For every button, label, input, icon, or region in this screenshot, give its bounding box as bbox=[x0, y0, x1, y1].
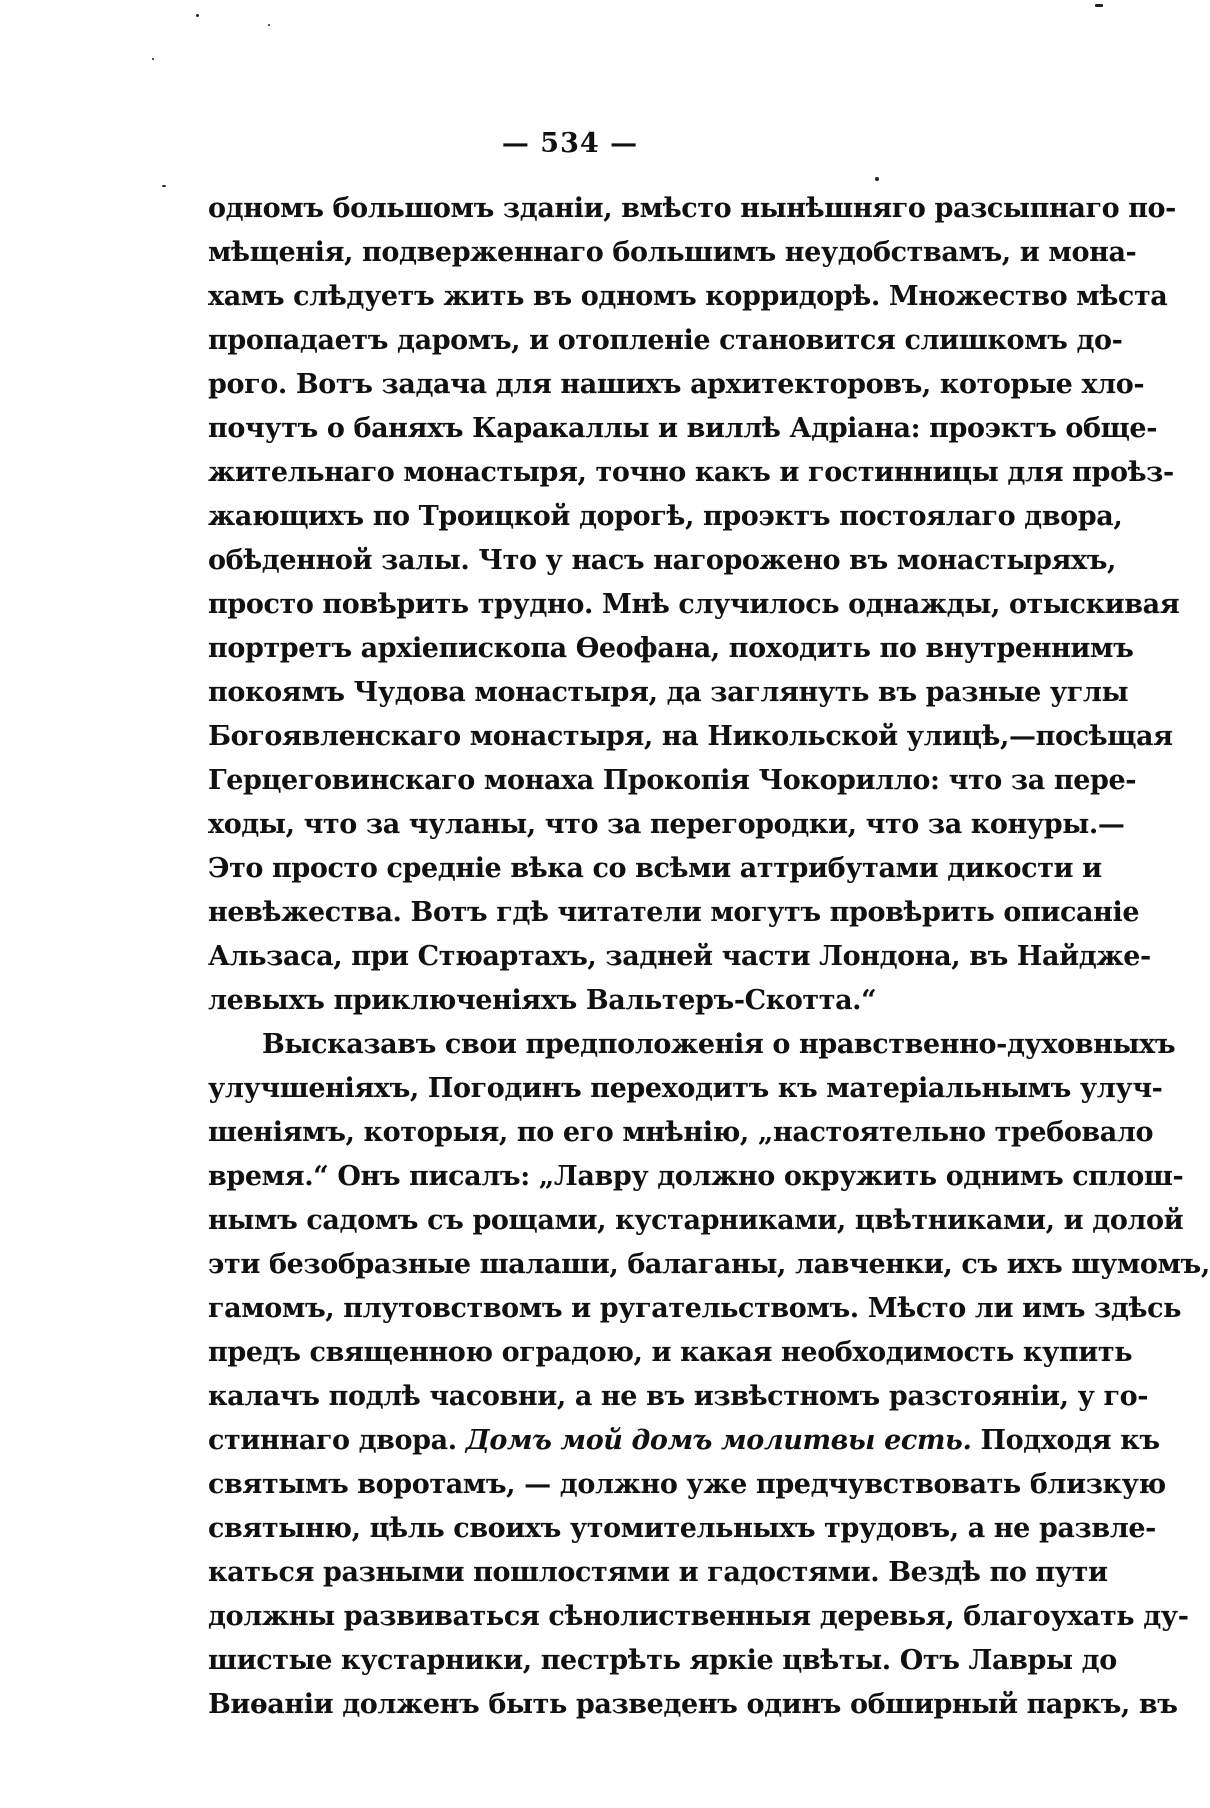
text-line: Высказавъ свои предположенія о нравственно-духовныхъ bbox=[262, 1029, 1176, 1060]
text-line: мѣщенія, подверженнаго большимъ неудобствамъ, и мона- bbox=[208, 237, 1137, 268]
text-line: ходы, что за чуланы, что за перегородки, что за конуры.— bbox=[208, 809, 1125, 840]
text-line: обѣденной залы. Что у насъ нагорожено въ монастыряхъ, bbox=[208, 545, 1117, 576]
text-line: Виѳаніи долженъ быть разведенъ одинъ обширный паркъ, въ bbox=[208, 1689, 1178, 1720]
text-line: Это просто средніе вѣка со всѣми аттрибутами дикости и bbox=[208, 853, 1102, 884]
text-line: гамомъ, плутовствомъ и ругательствомъ. Мѣсто ли имъ здѣсь bbox=[208, 1293, 1182, 1324]
text-line: должны развиваться сѣнолиственныя деревья, благоухать ду- bbox=[208, 1601, 1189, 1632]
text-line: пропадаетъ даромъ, и отопленіе становится слишкомъ до- bbox=[208, 325, 1123, 356]
text-line: нымъ садомъ съ рощами, кустарниками, цвѣтниками, и долой bbox=[208, 1205, 1184, 1236]
text-run: Подходя къ bbox=[971, 1425, 1160, 1456]
text-line: жительнаго монастыря, точно какъ и гостинницы для проѣз- bbox=[208, 457, 1174, 488]
text-line: Альзаса, при Стюартахъ, задней части Лондона, въ Найдже- bbox=[208, 941, 1151, 972]
text-run: стиннаго двора. bbox=[208, 1425, 466, 1456]
text-line: Богоявленскаго монастыря, на Никольской улицѣ,—посѣщая bbox=[208, 721, 1173, 752]
text-line: левыхъ приключеніяхъ Вальтеръ-Скотта.“ bbox=[208, 985, 877, 1016]
print-speck bbox=[196, 14, 199, 17]
text-line-with-italic bbox=[208, 1419, 1160, 1463]
text-line: каться разными пошлостями и гадостями. Вездѣ по пути bbox=[208, 1557, 1108, 1588]
italic-quote: Домъ мой домъ молитвы есть. bbox=[465, 1425, 972, 1456]
paragraph-2 bbox=[208, 1023, 1210, 1727]
page-body bbox=[208, 187, 1210, 1727]
text-line: шеніямъ, которыя, по его мнѣнію, „настоятельно требовало bbox=[208, 1117, 1154, 1148]
text-line: Герцеговинскаго монаха Прокопія Чокорилло: что за пере- bbox=[208, 765, 1137, 796]
print-speck bbox=[162, 185, 166, 187]
print-speck bbox=[1095, 4, 1103, 7]
print-speck bbox=[152, 58, 154, 60]
text-line: хамъ слѣдуетъ жить въ одномъ корридорѣ. Множество мѣста bbox=[208, 281, 1168, 312]
text-line: святымъ воротамъ, — должно уже предчувствовать близкую bbox=[208, 1469, 1166, 1500]
text-line: калачъ подлѣ часовни, а не въ извѣстномъ разстояніи, у го- bbox=[208, 1381, 1149, 1412]
print-speck bbox=[875, 177, 879, 181]
text-line: почутъ о баняхъ Каракаллы и виллѣ Адріана: проэктъ обще- bbox=[208, 413, 1158, 444]
page-number: — 534 — bbox=[501, 128, 639, 159]
paragraph-1 bbox=[208, 187, 1180, 1023]
text-line: одномъ большомъ зданіи, вмѣсто нынѣшняго разсыпнаго по- bbox=[208, 193, 1176, 224]
text-line: рого. Вотъ задача для нашихъ архитекторовъ, которые хло- bbox=[208, 369, 1145, 400]
text-line: улучшеніяхъ, Погодинъ переходитъ къ матеріальнымъ улуч- bbox=[208, 1073, 1163, 1104]
text-line: просто повѣрить трудно. Мнѣ случилось однажды, отыскивая bbox=[208, 589, 1180, 620]
text-line: портретъ архіепископа Ѳеофана, походить по внутреннимъ bbox=[208, 633, 1134, 664]
text-line: жающихъ по Троицкой дорогѣ, проэктъ постоялаго двора, bbox=[208, 501, 1123, 532]
text-line: предъ священною оградою, и какая необходимость купить bbox=[208, 1337, 1133, 1368]
text-line: эти безобразные шалаши, балаганы, лавченки, съ ихъ шумомъ, bbox=[208, 1249, 1210, 1280]
print-speck bbox=[268, 24, 270, 26]
text-line: святыню, цѣль своихъ утомительныхъ трудовъ, а не развле- bbox=[208, 1513, 1156, 1544]
text-line: покоямъ Чудова монастыря, да заглянуть въ разные углы bbox=[208, 677, 1129, 708]
text-line: шистые кустарники, пестрѣть яркіе цвѣты. Отъ Лавры до bbox=[208, 1645, 1117, 1676]
text-line: невѣжества. Вотъ гдѣ читатели могутъ провѣрить описаніе bbox=[208, 897, 1140, 928]
text-line: время.“ Онъ писалъ: „Лавру должно окружить однимъ сплош- bbox=[208, 1161, 1184, 1192]
